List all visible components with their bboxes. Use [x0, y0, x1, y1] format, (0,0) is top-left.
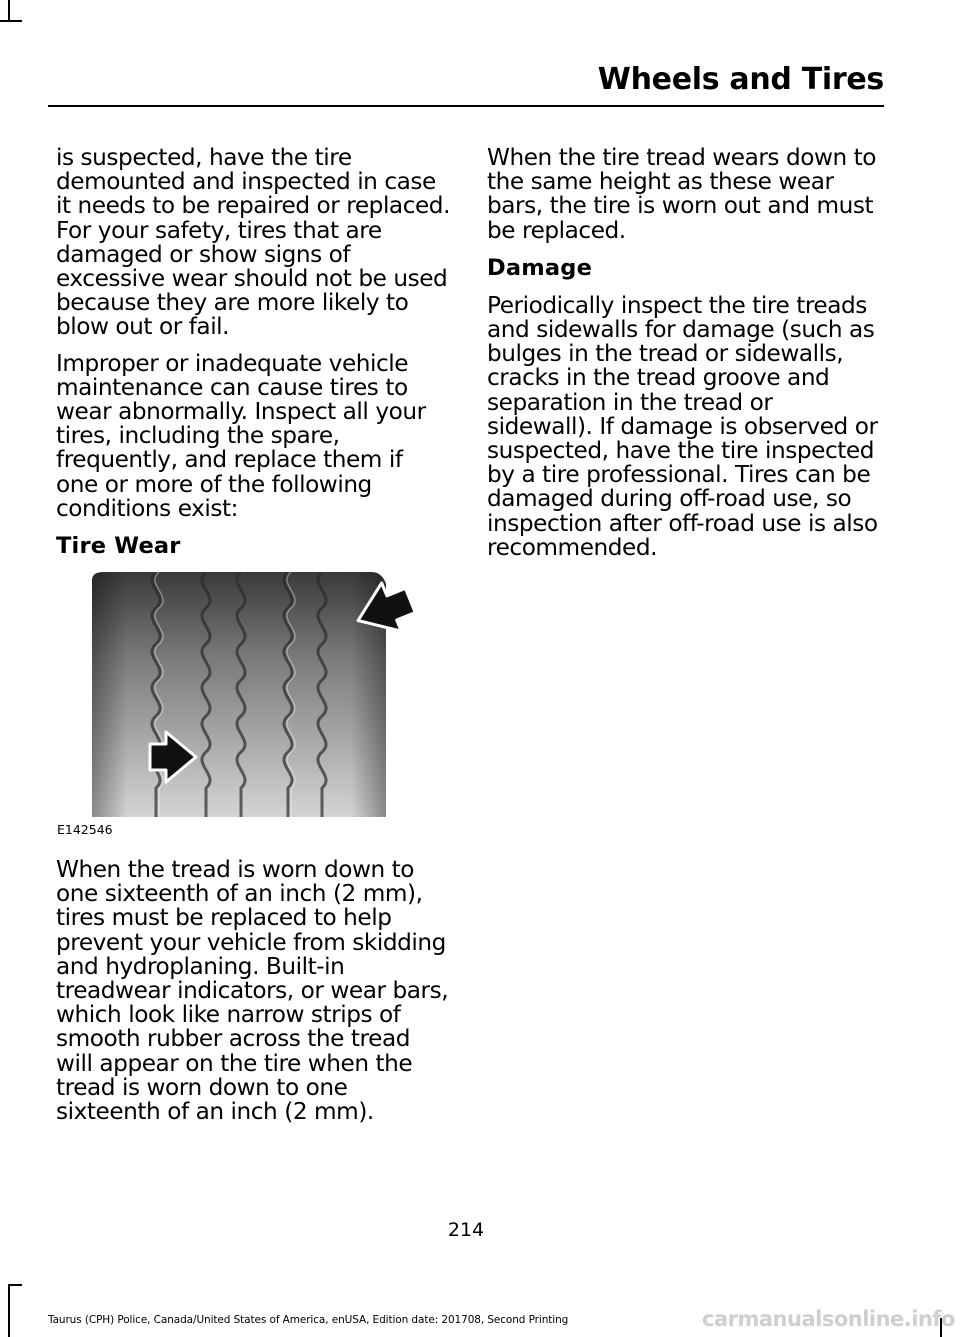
tire-tread-icon [56, 572, 446, 817]
crop-mark [8, 0, 10, 22]
paragraph: Improper or inadequate vehicle maintenance can cause tires to wear abnormally. Inspect all your tires, including the spare, frequently, and replace them if one or more of the following conditions exist: [56, 349, 426, 522]
heading-damage: Damage [487, 254, 593, 281]
figure-code: E142546 [57, 822, 113, 838]
crop-mark [8, 1284, 10, 1337]
paragraph: is suspected, have the tire demounted and inspected in case it needs to be repaired or replaced. For your safety, tires that are damaged or show signs of excessive wear should not be used because they are more likely to blow out or fail. [56, 144, 450, 341]
header-rule [48, 105, 884, 107]
paragraph: When the tread is worn down to one sixteenth of an inch (2 mm), tires must be replaced to help prevent your vehicle from skidding and hydroplaning. Built-in treadwear indicators, or wear bars, which look like narrow strips of smooth rubber across the tread will appear on the tire when the tread is worn down to one sixteenth of an inch (2 mm). [56, 856, 449, 1126]
right-column [487, 146, 882, 572]
page-number: 214 [447, 1219, 485, 1241]
section-title: Wheels and Tires [597, 62, 884, 97]
paragraph: Periodically inspect the tire treads and sidewalls for damage (such as bulges in the tread or sidewalls, cracks in the tread groove and separation in the tread or sidewall). If damage is observed or suspected, have the tire inspected by a tire professional. Tires can be damaged during off-road use, so inspection after off-road use is also recommended. [487, 291, 878, 561]
left-column [56, 146, 451, 1136]
tire-wear-figure [56, 572, 446, 837]
crop-mark [0, 20, 22, 22]
paragraph: When the tire tread wears down to the same height as these wear bars, the tire is worn out and must be replaced. [487, 144, 877, 244]
watermark: carmanualsonline.info [702, 1307, 955, 1331]
edition-info: Taurus (CPH) Police, Canada/United States of America, enUSA, Edition date: 201708, Second Printing [48, 1314, 569, 1326]
heading-tire-wear: Tire Wear [56, 533, 181, 560]
crop-mark [8, 1284, 22, 1286]
